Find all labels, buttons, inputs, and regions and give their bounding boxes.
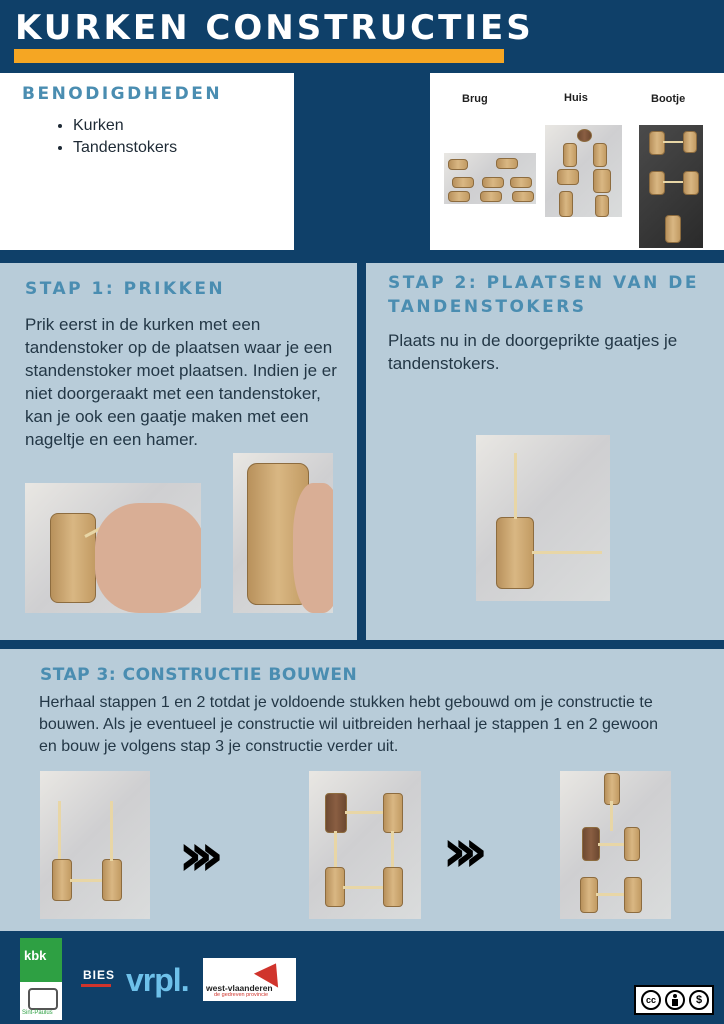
west-vlaanderen-logo-subtext: de gedreven provincie <box>214 992 269 998</box>
supplies-heading: BENODIGDHEDEN <box>22 84 223 104</box>
supplies-panel <box>0 73 294 250</box>
step3-photo-stage2 <box>309 771 421 919</box>
example-photo-bootje <box>639 125 703 248</box>
supplies-item: • Tandenstokers <box>73 137 177 159</box>
supplies-list <box>21 115 177 159</box>
example-photo-huis <box>545 125 622 217</box>
example-label-brug: Brug <box>462 93 488 105</box>
example-label-bootje: Bootje <box>651 93 686 105</box>
west-vlaanderen-logo-text: west-vlaanderen <box>206 983 273 993</box>
kbk-logo-subtext: Sint-Paulus <box>22 1010 53 1016</box>
step1-photo-cork-closeup <box>233 453 333 613</box>
title-underline <box>14 49 504 63</box>
step3-photo-stage3 <box>560 771 671 919</box>
step3-photo-stage1 <box>40 771 150 919</box>
examples-panel <box>430 73 724 250</box>
example-label-huis: Huis <box>564 92 588 104</box>
arrow-right-icon: ››› <box>442 816 475 886</box>
page-title: KURKEN CONSTRUCTIES <box>15 8 534 48</box>
cc-icon: cc <box>641 990 661 1010</box>
step2-text: Plaats nu in de doorgeprikte gaatjes je tandenstokers. <box>388 331 678 373</box>
step2-heading-line1: STAP 2: PLAATSEN VAN DE <box>388 273 700 293</box>
step2-photo-cork-with-sticks <box>476 435 610 601</box>
west-vlaanderen-logo <box>203 958 296 1001</box>
hexagon-icon <box>28 988 58 1010</box>
bies-logo <box>79 962 115 998</box>
step3-text: Herhaal stappen 1 en 2 totdat je voldoende stukken hebt gebouwd om je constructie te bouwen. Als je eventueel je constructie wil uitbreiden herhaal je stappen 1 en 2 gewoon en bouw je volgens stap 3 je constructie verder uit. <box>39 694 659 755</box>
step1-panel <box>0 263 357 640</box>
step2-panel <box>366 263 724 640</box>
bies-logo-text: BIES <box>83 968 116 982</box>
arrow-right-icon: ››› <box>178 820 211 890</box>
by-icon <box>665 990 685 1010</box>
creative-commons-badge <box>634 985 714 1015</box>
supplies-item: • Kurken <box>73 115 177 137</box>
step1-text: Prik eerst in de kurken met een tandenstoker op de plaatsen waar je een standenstoker moet plaatsen. Indien je er niet doorgeraakt met een tandenstoker, kan je ook een gaatje maken met een nageltje en een hamer. <box>25 315 337 449</box>
nc-icon: $ <box>689 990 709 1010</box>
step3-heading: STAP 3: CONSTRUCTIE BOUWEN <box>40 665 358 685</box>
step1-photo-pricking <box>25 483 201 613</box>
step1-heading: STAP 1: PRIKKEN <box>25 279 226 299</box>
step2-heading-line2: TANDENSTOKERS <box>388 297 587 317</box>
kbk-logo <box>20 938 62 1020</box>
kbk-logo-text: kbk <box>24 948 47 963</box>
vrpl-logo: vrpl. <box>126 962 189 998</box>
example-photo-brug <box>444 153 536 204</box>
step3-panel <box>0 649 724 931</box>
